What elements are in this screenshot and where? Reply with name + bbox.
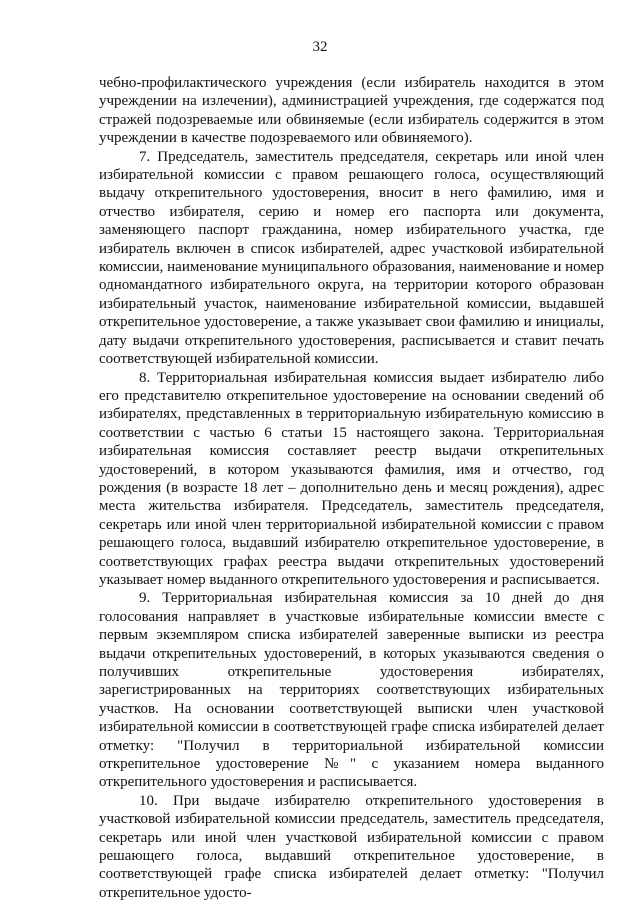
- page-number: 32: [312, 39, 328, 55]
- paragraph-continuation: чебно-профилактического учреждения (если избиратель находится в этом учреждении на излечении), администрацией учреждения, где содержатся под стражей подозреваемые или обвиняемые (если избиратель содержится в этом учреждении в качестве подозреваемого или обвиняемого).: [99, 75, 604, 147]
- paragraph-item-10: 10. При выдаче избирателю открепительного удостоверения в участковой избирательной комиссии председатель, заместитель председателя, секретарь или иной член участковой избирательной комиссии с правом решающего голоса, выдавший открепительное удостоверение, в соответствующей графе списка избирателей делает отметку: "Получил открепительное удосто-: [99, 792, 604, 901]
- paragraph-item-9: 9. Территориальная избирательная комиссия за 10 дней до дня голосования направляет в участковые избирательные комиссии вместе с первым экземпляром списка избирателей заверенные выписки из реестра выдачи открепительных удостоверений, в которых указываются сведения о получивших открепительные удостоверения избирателях, зарегистрированных на территориях соответствующих избирательных участков. На основании соответствующей выписки член участковой избирательной комиссии в соответствующей графе списка избирателей делает отметку: "Получил в территориальной избирательной комиссии открепительное удостоверение №" с указанием номера выданного открепительного удостоверения и расписывается.: [99, 590, 604, 791]
- paragraph-item-7: 7. Председатель, заместитель председателя, секретарь или иной член избирательной комиссии с правом решающего голоса, осуществляющий выдачу открепительного удостоверения, вносит в него фамилию, имя и отчество избирателя, серию и номер его паспорта или документа, заменяющего паспорт гражданина, номер избирательного участка, где избиратель включен в список избирателей, адрес участковой избирательной комиссии, наименование муниципального образования, наименование и номер одномандатного избирательного округа, на территории которого образован избирательный участок, наименование избирательной комиссии, выдавшей открепительное удостоверение, а также указывает свои фамилию и инициалы, дату выдачи открепительного удостоверения, расписывается и ставит печать соответствующей избирательной комиссии.: [99, 148, 605, 368]
- document-body: [99, 74, 604, 902]
- paragraph-item-8: 8. Территориальная избирательная комиссия выдает избирателю либо его представителю открепительное удостоверение на основании сведений об избирателях, представленных в территориальную избирательную комиссию в соответствии с частью 6 статьи 15 настоящего закона. Территориальная избирательная комиссия составляет реестр выдачи открепительных удостоверений, в котором указываются фамилия, имя и отчество, год рождения (в возрасте 18 лет – дополнительно день и месяц рождения), адрес места жительства избирателя. Председатель, заместитель председателя, секретарь или иной член территориальной избирательной комиссии с правом решающего голоса, выдавший избирателю открепительное удостоверение, в соответствующих графах реестра выдачи открепительных удостоверений указывает номер выданного открепительного удостоверения и расписывается.: [99, 369, 604, 588]
